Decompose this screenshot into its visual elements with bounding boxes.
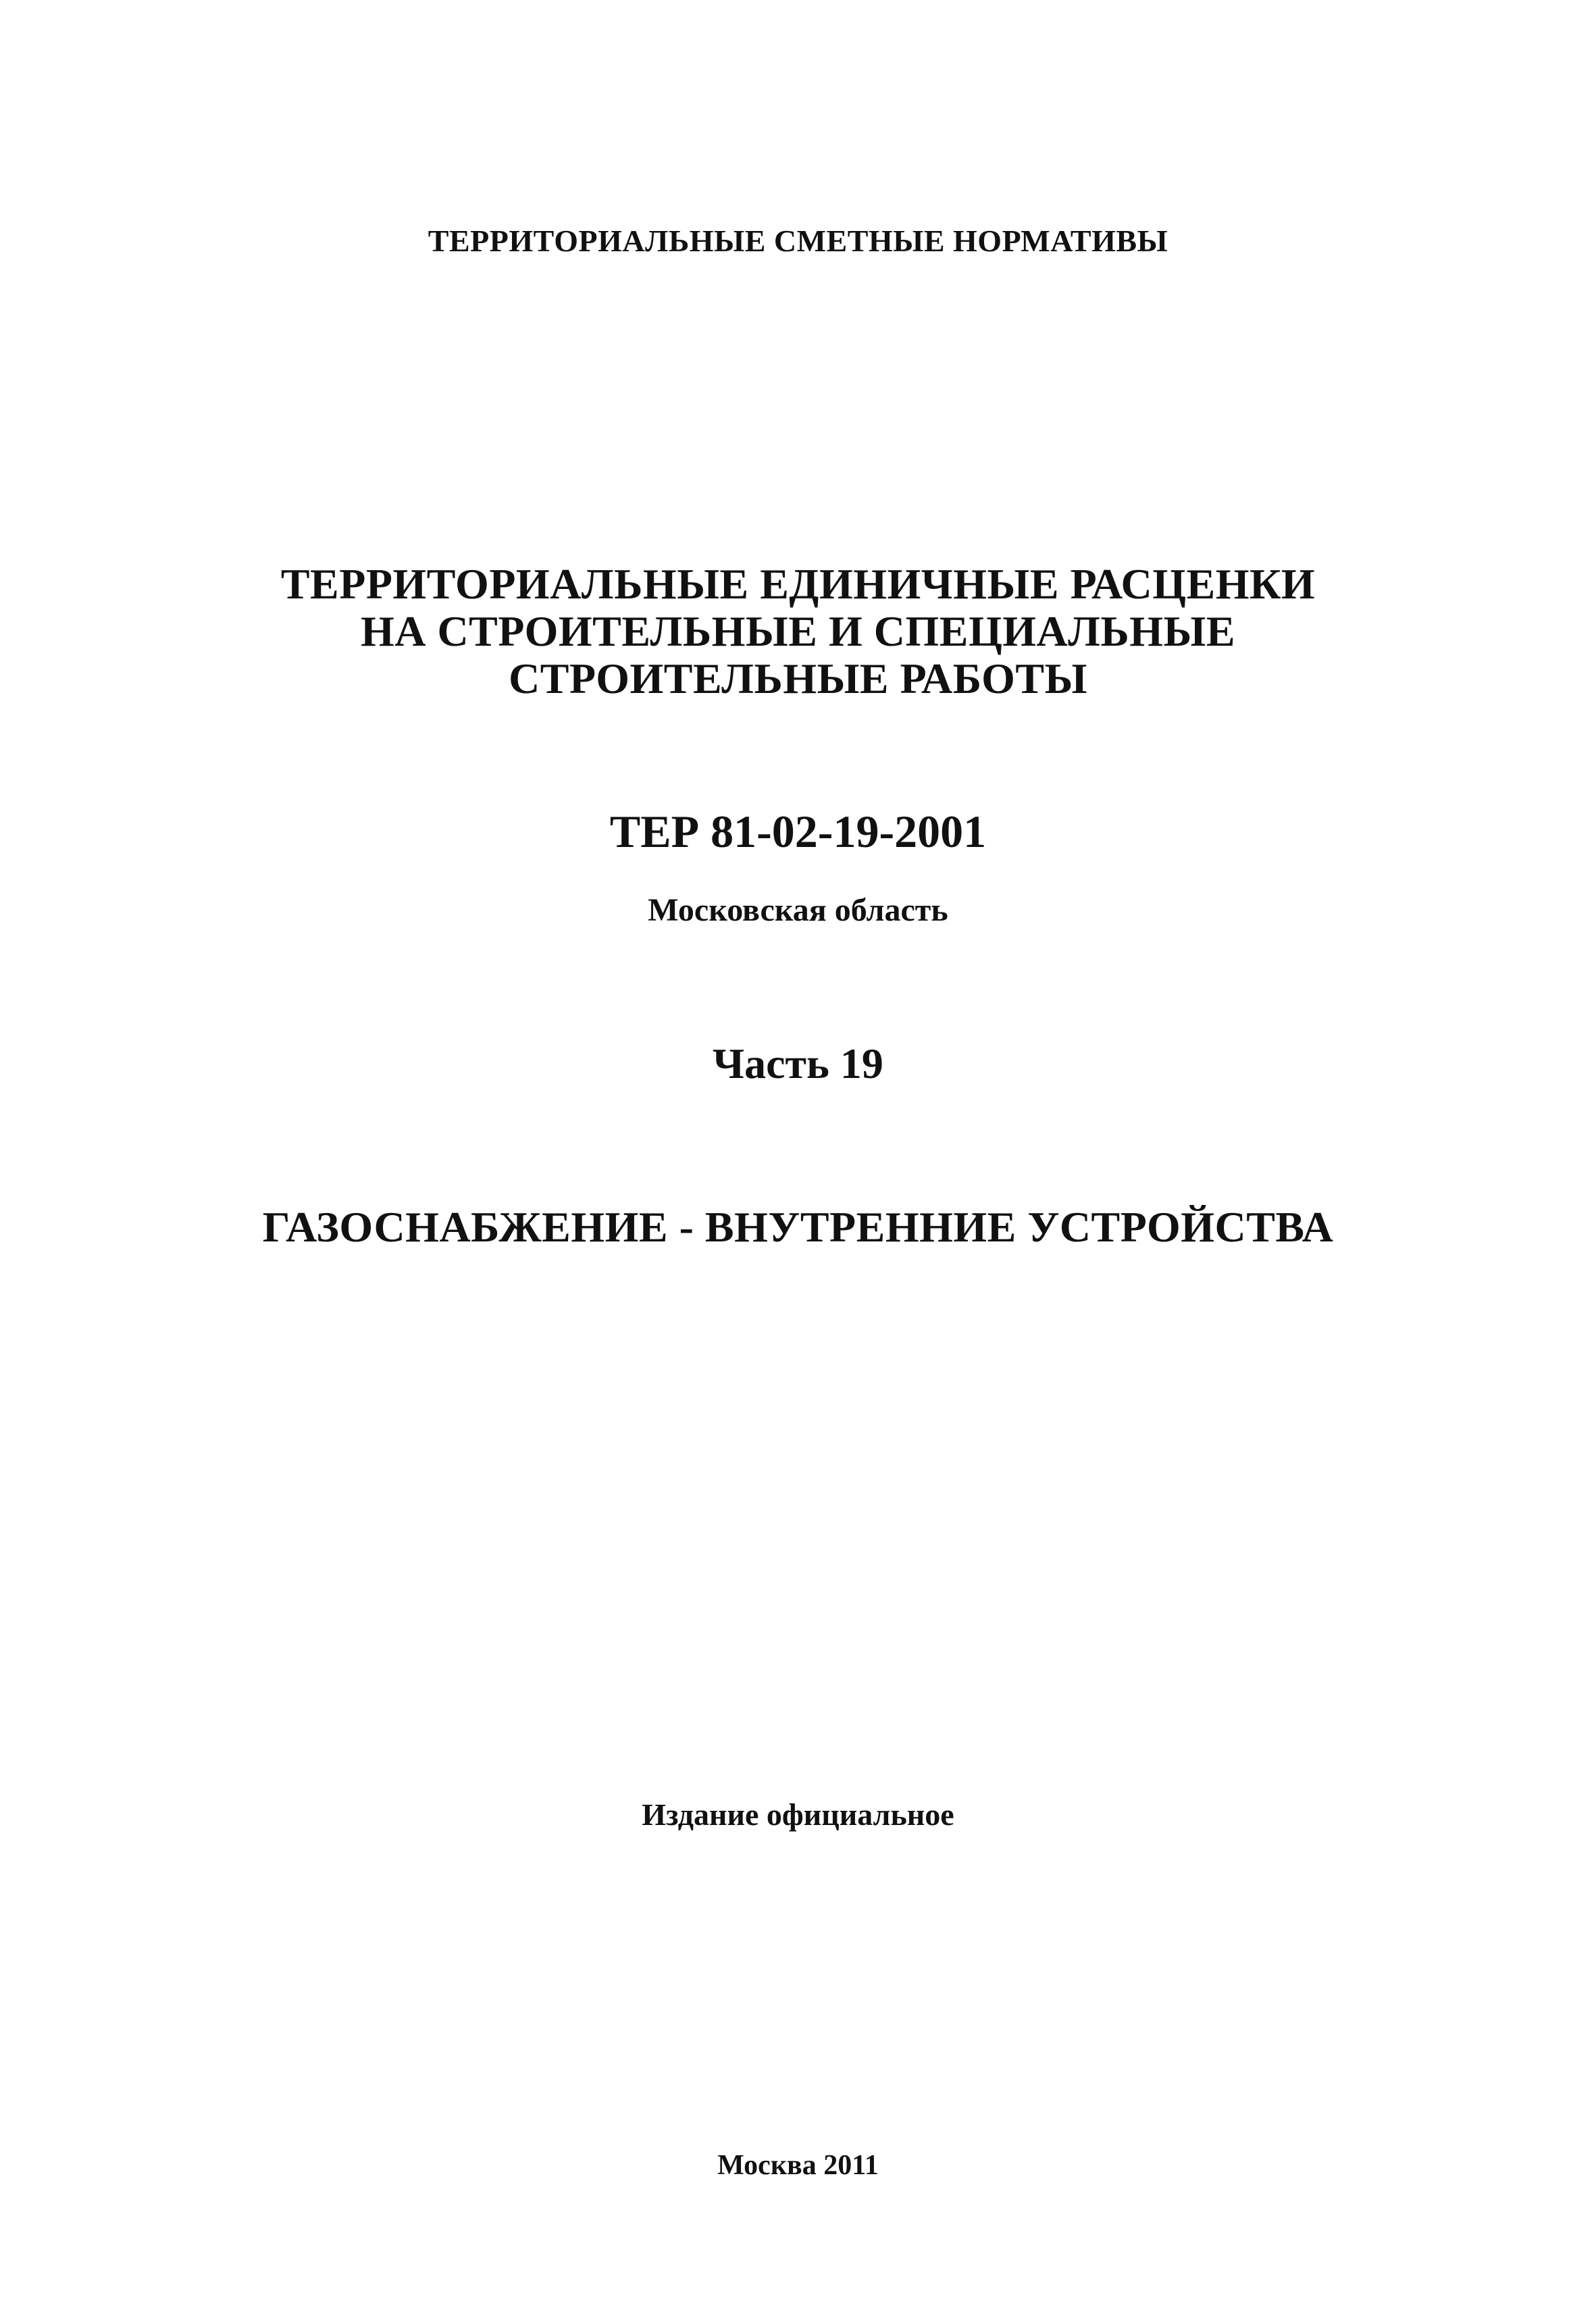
edition-label: Издание официальное xyxy=(642,1797,954,1832)
publication-place-year: Москва 2011 xyxy=(717,2150,879,2181)
title-line-1: ТЕРРИТОРИАЛЬНЫЕ ЕДИНИЧНЫЕ РАСЦЕНКИ xyxy=(280,560,1316,608)
title-line-3: СТРОИТЕЛЬНЫЕ РАБОТЫ xyxy=(509,654,1087,702)
title-line-2: НА СТРОИТЕЛЬНЫЕ И СПЕЦИАЛЬНЫЕ xyxy=(360,607,1236,655)
series-heading: ТЕРРИТОРИАЛЬНЫЕ СМЕТНЫЕ НОРМАТИВЫ xyxy=(428,224,1168,258)
document-title xyxy=(0,561,1596,702)
part-number: Часть 19 xyxy=(713,1039,883,1087)
document-code: ТЕР 81-02-19-2001 xyxy=(609,806,987,857)
part-subject: ГАЗОСНАБЖЕНИЕ - ВНУТРЕННИЕ УСТРОЙСТВА xyxy=(262,1203,1334,1251)
region-label: Московская область xyxy=(648,892,948,928)
